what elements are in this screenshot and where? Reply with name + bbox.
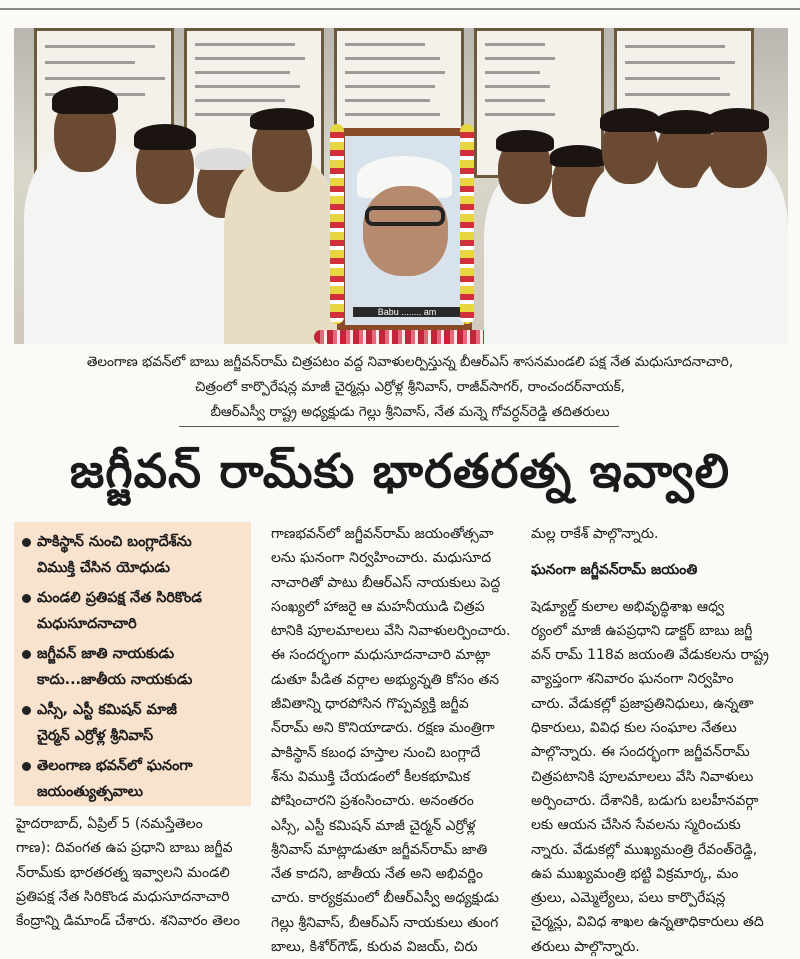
subheading: ఘనంగా జగ్జీవన్‌రామ్ జయంతి bbox=[531, 562, 698, 579]
text-line: న్‌రామ్ అని కొనియాడారు. రక్షణ మంత్రిగా bbox=[271, 720, 495, 737]
text-line: జీవితాన్ని ధారపోసిన గొప్పవ్యక్తి జగ్జీవ bbox=[271, 696, 469, 713]
portrait-frame bbox=[337, 128, 472, 333]
text-line: పాల్గొన్నారు. ఈ సందర్భంగా జగ్జీవన్‌రామ్ bbox=[531, 744, 750, 761]
text-line: ఎస్సీ, ఎస్టీ కమిషన్ మాజీ చైర్మన్ ఎర్రోళ్ల bbox=[271, 817, 476, 834]
text-line: హైదరాబాద్, ఏప్రిల్ 5 (నమస్తేతెలం bbox=[16, 816, 203, 832]
highlight-item: జగ్జీవన్ జాతి నాయకుడు bbox=[22, 641, 174, 667]
caption-line: తెలంగాణ భవన్‌లో బాబు జగ్జీవన్‌రామ్ చిత్రపటం వద్ద నివాళులర్పిస్తున్న బీఆర్ఎస్ శాసనమండలి పక్ష నేత మధుసూదనాచారి, bbox=[86, 354, 734, 370]
highlight-item-cont: జయంత్యుత్సవాలు bbox=[37, 784, 143, 800]
highlight-item-cont: మధుసూదనాచారి bbox=[37, 616, 137, 632]
bullet-icon bbox=[22, 706, 31, 715]
highlight-item: పాకిస్థాన్ నుంచి బంగ్లాదేశ్‌ను bbox=[22, 529, 192, 555]
bullet-icon bbox=[22, 762, 31, 771]
text-line: ర్యంలో మాజీ ఉపప్రధాని డాక్టర్ బాబు జగ్జీ bbox=[531, 622, 753, 639]
highlight-item: తెలంగాణ భవన్‌లో ఘనంగా bbox=[22, 753, 193, 779]
highlight-item-cont: చైర్మన్ ఎర్రోళ్ల శ్రీనివాస్ bbox=[37, 728, 154, 744]
highlight-item: మండలి ప్రతిపక్ష నేత సిరికొండ bbox=[22, 585, 202, 611]
highlight-item-cont: కాదు...జాతీయ నాయకుడు bbox=[37, 672, 193, 688]
text-line: పోషించారని ప్రశంసించారు. అనంతరం bbox=[271, 793, 474, 810]
news-photo bbox=[14, 28, 788, 344]
text-line: చైర్మన్లు, వివిధ శాఖల ఉన్నతాధికారులు తది bbox=[531, 914, 764, 931]
text-line: త్రులు, ఎమ్మెల్యేలు, పలు కార్పొరేషన్ల bbox=[531, 890, 726, 907]
text-line: డుతూ పీడిత వర్గాల అభ్యున్నతి కోసం తన bbox=[271, 671, 500, 688]
text-line: శ్‌ను విముక్తి చేయడంలో కీలకభూమిక bbox=[271, 768, 471, 785]
text-line: కేంద్రాన్ని డిమాండ్ చేశారు. శనివారం తెలం bbox=[16, 913, 241, 930]
text-line: పాకిస్థాన్ కబంధ హస్తాల నుంచి బంగ్లాదే bbox=[271, 744, 481, 761]
photo-caption bbox=[40, 350, 780, 425]
text-line: అర్పించారు. దేశానికి, బడుగు బలహీనవర్గా bbox=[531, 792, 759, 809]
text-line: ఉప ముఖ్యమంత్రి భట్టి విక్రమార్క, మం bbox=[531, 865, 739, 882]
headline: జగ్జీవన్ రామ్‌కు భారతరత్న ఇవ్వాలి bbox=[69, 444, 731, 499]
text-line: సంఖ్యలో హాజరై ఆ మహనీయుడి చిత్రప bbox=[271, 598, 485, 615]
text-line: ఈ సందర్భంగా మధుసూదనాచారి మాట్లా bbox=[271, 647, 490, 664]
bullet-icon bbox=[22, 594, 31, 603]
article-col-1 bbox=[16, 812, 240, 933]
person bbox=[224, 84, 339, 344]
bullet-icon bbox=[22, 538, 31, 547]
garland bbox=[460, 124, 474, 324]
text-line: షెడ్యూల్డ్ కులాల అభివృద్ధిశాఖ ఆధ్వ bbox=[531, 598, 725, 615]
text-line: గాణ): దివంగత ఉప ప్రధాని బాబు జగ్జీవ bbox=[16, 840, 233, 857]
article-col-2 bbox=[271, 522, 510, 959]
text-line: టానికి పూలమాలలు వేసి నివాళులర్పించారు. bbox=[271, 623, 511, 640]
text-line: తరులు పాల్గొన్నారు. bbox=[531, 938, 640, 955]
text-line: ధికారులు, వివిధ కుల సంఘాల నేతలు bbox=[531, 720, 737, 737]
text-line: గాణభవన్‌లో జగ్జీవన్‌రామ్ జయంతోత్సవా bbox=[271, 526, 494, 542]
text-line: మల్ల రాకేశ్ పాల్గొన్నారు. bbox=[531, 526, 659, 542]
caption-line: చిత్రంలో కార్పొరేషన్ల మాజీ చైర్మన్లు ఎర్రోళ్ల శ్రీనివాస్, రాజీవ్‌సాగర్, రాంచందర్‌నాయక్, bbox=[194, 379, 626, 395]
person bbox=[689, 76, 788, 344]
bullet-icon bbox=[22, 650, 31, 659]
text-line: శ్రీనివాస్ మాట్లాడుతూ జగ్జీవన్‌రామ్ జాతి bbox=[271, 841, 488, 858]
article-col-3 bbox=[531, 522, 769, 959]
text-line: చారు. వేడుకల్లో ప్రజాప్రతినిధులు, ఉన్నతా bbox=[531, 695, 754, 712]
portrait-label: Babu ........ am bbox=[353, 307, 461, 317]
highlight-item-cont: విముక్తి చేసిన యోధుడు bbox=[37, 560, 171, 576]
text-line: నేత కాదని, జాతీయ నేత అని అభివర్ణిం bbox=[271, 866, 483, 883]
text-line: బాలు, కిశోర్‌గౌడ్, కురువ విజయ్, చిరు bbox=[271, 939, 478, 956]
text-line: లకు ఆయన చేసిన సేవలను స్మరించుకు bbox=[531, 817, 741, 834]
text-line: న్నారు. వేడుకల్లో ముఖ్యమంత్రి రేవంత్‌రెడ్డి, bbox=[531, 841, 758, 858]
text-line: న్‌రామ్‌కు భారతరత్న ఇవ్వాలని మండలి bbox=[16, 864, 230, 881]
caption-rule bbox=[179, 426, 619, 427]
top-rule bbox=[0, 8, 800, 10]
text-line: ప్రతిపక్ష నేత సిరికొండ మధుసూదనాచారి bbox=[16, 888, 230, 905]
text-line: చిత్రపటానికి పూలమాలలు వేసి నివాళులు bbox=[531, 768, 754, 785]
highlight-item: ఎస్సీ, ఎస్టీ కమిషన్ మాజీ bbox=[22, 697, 177, 723]
text-line: లను ఘనంగా నిర్వహించారు. మధుసూద bbox=[271, 550, 492, 567]
text-line: చారు. కార్యక్రమంలో బీఆర్ఎస్వీ అధ్యక్షుడు bbox=[271, 890, 499, 907]
caption-line: బీఆర్ఎస్వీ రాష్ట్ర అధ్యక్షుడు గెల్లు శ్రీనివాస్, నేత మన్నె గోవర్ధన్‌రెడ్డి తదితరులు bbox=[210, 404, 610, 420]
garland bbox=[330, 124, 344, 324]
text-line: గెల్లు శ్రీనివాస్, బీఆర్ఎస్ నాయకులు తుంగ bbox=[271, 914, 499, 931]
text-line: వన్ రామ్ 118వ జయంతి వేడుకలను రాష్ట్ర bbox=[531, 647, 769, 664]
text-line: నాచారితో పాటు బీఆర్ఎస్ నాయకులు పెద్ద bbox=[271, 574, 501, 591]
text-line: వ్యాప్తంగా శనివారం ఘనంగా నిర్వహిం bbox=[531, 671, 734, 688]
highlights-box bbox=[14, 522, 251, 806]
